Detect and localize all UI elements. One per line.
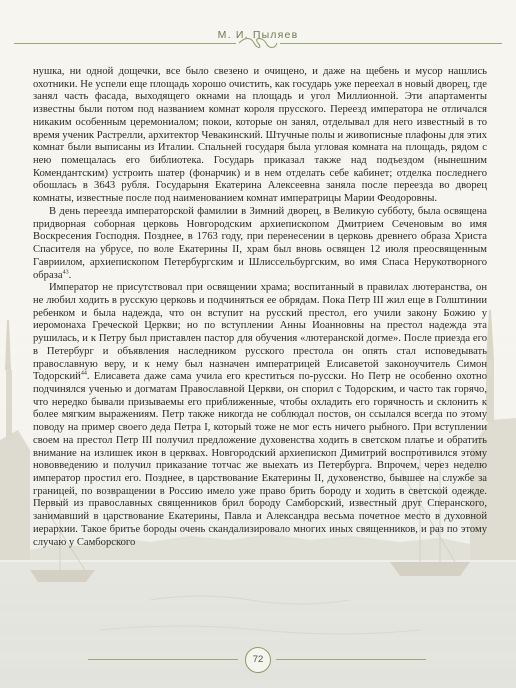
paragraph-2: В день переезда императорской фамилии в Зимний дворец, в Великую субботу, была освящена придворная соборная церковь Новгородским архиепископом Дмитрием Сеченовым во имя Воскресения Господня. Позднее, в 1763 году, при перенесении в церковь древнего образа Христа Спасителя на убрусе, по воле Екатерины II, храм был вновь освящен 12 июля преосвященным Гавриилом, архиепископом Петербургским и Шлиссельбургским, во имя Спаса Нерукотворного образа$^{43}$. [33,205,487,281]
author-name: М. И. Пыляев [217,29,299,41]
header-rule-right [280,43,502,44]
paragraph-1: нушка, ни одной дощечки, все было свезено и очищено, и даже на щебень и мусор нашлись охотники. Не успели еще площадь хорошо очистить, как государь уже переехал в новый дворец, где занял часть фасада, выходящего окнами на площадь и угол Миллионной. Эти апартаменты известны были потом под названием комнат короля прусского. Переезд императора не отличался никаким особенным церемониалом; покои, которые он занял, отделывал для него известный в то время ученик Растрелли, архитектор Чевакинский. Штучные полы и живописные плафоны для этих комнат были выписаны из Италии. Спальней государя была угловая комната на площадь, рядом с нею помещалась его библиотека. Государь приказал также над подъездом (нынешним Комендантским) устроить шатер (фонарчик) и в нем отделать себе кабинет; отделка последнего обошлась в 3643 рубля. Государыня Екатерина Алексеевна заняла после переезда во дворец комнаты, известные после под наименованием комнат императрицы Марии Феодоровны. [33,66,487,205]
footer-rule-left [88,659,238,660]
page-footer [0,646,516,676]
page-number-badge [245,647,271,673]
header-rule-left [14,43,236,44]
footnote-ref-44[interactable]: 44 [80,370,87,377]
running-header [0,0,516,58]
page-number: 72 [252,654,264,665]
footer-rule-right [276,659,426,660]
footnote-ref-43[interactable]: 43 [62,268,69,275]
paragraph-3: Император не присутствовал при освящении храма; воспитанный в правилах лютеранства, он не любил ходить в русскую церковь и подчиняться ее обрядам. Пока Петр III жил еще в Голштинии ребенком и была надежда, что он вступит на русский престол, его учили закону Божию у иеромонаха Греческой Церкви; но по вступлении Анны Иоанновны на престол надежда эта рушилась, и к Петру был приставлен пастор для обучения «лютеранской догме». После приезда его в Петербург и объявления наследником русского престола он опять стал исповедывать православную веру, и к нему был назначен императрицей Елисаветой законоучитель Симон Тодорский$^{44}$. Елисавета даже сама учила его креститься по-русски. Но Петр не особенно охотно подчинялся ученью и догматам Православной Церкви, он спорил с Тодорским, и часто так горячо, что нередко бывали призываемы его приближенные, чтобы охладить его горячность и склонить к более мягким выражениям. Петр также никогда не соблюдал постов, он ссылался всегда по этому поводу на пример своего деда Петра I, который тоже не мог есть ничего рыбного. При вступлении своем на престол Петр III получил предложение духовенства ходить в светском платье и обратить внимание на излишек икон в церквах. Новгородский архиепископ Димитрий воспротивился этому нововведению и получил приказание тотчас же выехать из Петербурга. Впрочем, через неделю император простил его. Позднее, в царствование Екатерины II, духовенство, бывшее на службе за границей, по возвращении в Россию имело уже право брить бороду и ходить в светской одежде. Первый из православных священников брил бороду Самборский, известный друг Сперанского, занимавший в царствование Екатерины, Павла и Александра весьма почетное место в духовной иерархии. Такое бритье бороды очень скандализировало многих иных священников, и раз по этому случаю у Самборского [33,282,487,548]
body-text [33,66,487,549]
